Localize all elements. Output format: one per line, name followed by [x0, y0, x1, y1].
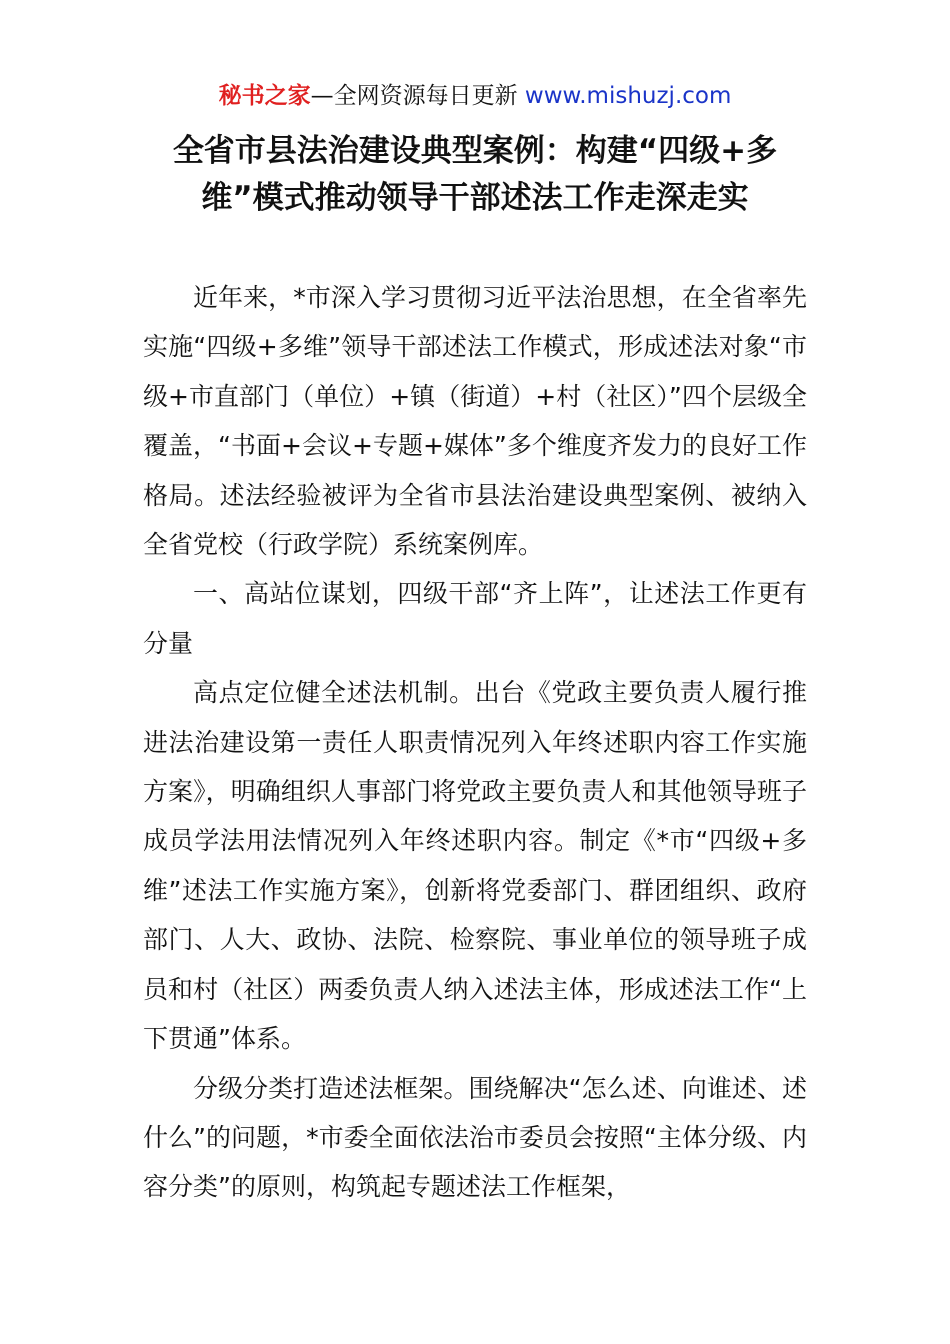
document-body: [143, 273, 807, 1212]
title-line-1: 全省市县法治建设典型案例：构建“四级+多: [172, 133, 778, 169]
section-heading-1: 一、高站位谋划，四级干部“齐上阵”，让述法工作更有分量: [143, 579, 807, 658]
document-title: [120, 128, 830, 222]
intro-paragraph: 近年来，*市深入学习贯彻习近平法治思想，在全省率先实施“四级+多维”领导干部述法工作模式，形成述法对象“市级+市直部门（单位）+镇（街道）+村（社区）”四个层级全覆盖，“书面+会议+专题+媒体”多个维度齐发力的良好工作格局。述法经验被评为全省市县法治建设典型案例、被纳入全省党校（行政学院）系统案例库。: [143, 283, 807, 560]
body-paragraph: 高点定位健全述法机制。出台《党政主要负责人履行推进法治建设第一责任人职责情况列入年终述职内容工作实施方案》，明确组织人事部门将党政主要负责人和其他领导班子成员学法用法情况列入年终述职内容。制定《*市“四级+多维”述法工作实施方案》，创新将党委部门、群团组织、政府部门、人大、政协、法院、检察院、事业单位的领导班子成员和村（社区）两委负责人纳入述法主体，形成述法工作“上下贯通”体系。: [143, 678, 807, 1054]
site-header: [0, 80, 950, 112]
body-paragraph: 分级分类打造述法框架。围绕解决“怎么述、向谁述、述什么”的问题，*市委全面依法治市委员会按照“主体分级、内容分类”的原则，构筑起专题述法工作框架，: [143, 1073, 807, 1202]
title-line-2: 维”模式推动领导干部述法工作走深走实: [201, 180, 749, 216]
site-tagline: —全网资源每日更新: [310, 83, 518, 109]
site-brand: 秘书之家: [218, 83, 311, 109]
site-url-link[interactable]: www.mishuzj.com: [517, 83, 732, 109]
